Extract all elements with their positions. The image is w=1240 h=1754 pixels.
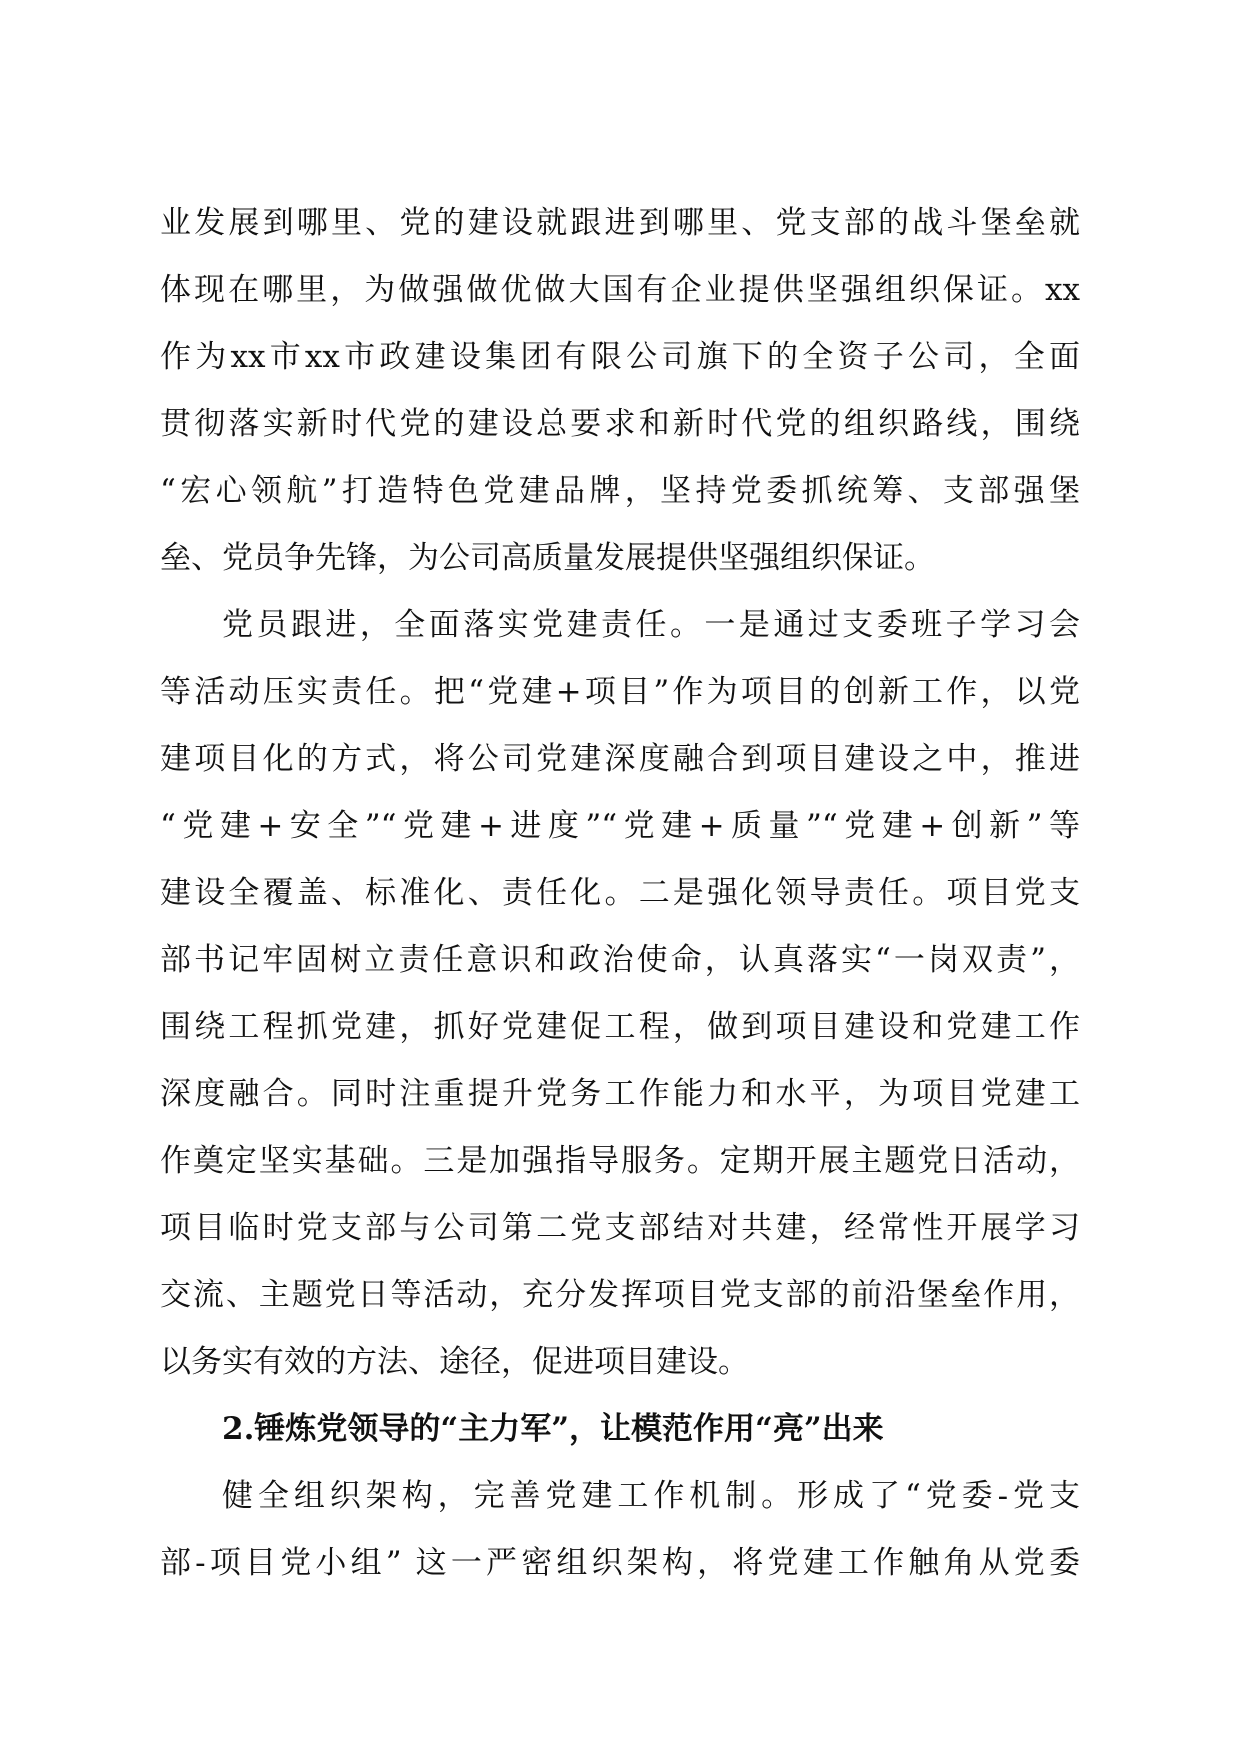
text-line: 交流、主题党日等活动，充分发挥项目党支部的前沿堡垒作用， — [160, 1277, 1080, 1313]
text-line: 贯彻落实新时代党的建设总要求和新时代党的组织路线，围绕 — [160, 406, 1080, 442]
text-line: “党建+安全”“党建+进度”“党建+质量”“党建+创新”等 — [160, 808, 1080, 844]
text-line: 作奠定坚实基础。三是加强指导服务。定期开展主题党日活动， — [160, 1143, 1080, 1179]
paragraph-1 — [160, 190, 1080, 592]
text-line: 健全组织架构，完善党建工作机制。形成了“党委-党支 — [222, 1478, 1080, 1514]
text-line: 业发展到哪里、党的建设就跟进到哪里、党支部的战斗堡垒就 — [160, 205, 1080, 241]
text-line: 等活动压实责任。把“党建+项目”作为项目的创新工作，以党 — [160, 674, 1080, 710]
text-line: 建设全覆盖、标准化、责任化。二是强化领导责任。项目党支 — [160, 875, 1080, 911]
text-line: 项目临时党支部与公司第二党支部结对共建，经常性开展学习 — [160, 1210, 1080, 1246]
text-line: 党员跟进，全面落实党建责任。一是通过支委班子学习会 — [222, 607, 1080, 643]
text-line: 建项目化的方式，将公司党建深度融合到项目建设之中，推进 — [160, 741, 1080, 777]
text-line: 部-项目党小组” 这一严密组织架构，将党建工作触角从党委 — [160, 1545, 1080, 1581]
document-page — [160, 190, 1080, 1597]
text-line: 作为xx市xx市政建设集团有限公司旗下的全资子公司，全面 — [160, 339, 1080, 375]
text-line: 体现在哪里，为做强做优做大国有企业提供坚强组织保证。xx — [160, 272, 1080, 308]
paragraph-3 — [160, 1463, 1080, 1597]
paragraph-2 — [160, 592, 1080, 1396]
text-line: 垒、党员争先锋，为公司高质量发展提供坚强组织保证。 — [160, 540, 935, 576]
text-line: 深度融合。同时注重提升党务工作能力和水平，为项目党建工 — [160, 1076, 1080, 1112]
text-line: 围绕工程抓党建，抓好党建促工程，做到项目建设和党建工作 — [160, 1009, 1080, 1045]
section-heading: 2.锤炼党领导的“主力军”，让模范作用“亮”出来 — [222, 1411, 884, 1447]
text-line: 以务实有效的方法、途径，促进项目建设。 — [160, 1344, 749, 1380]
text-line: 部书记牢固树立责任意识和政治使命，认真落实“一岗双责”， — [160, 942, 1080, 978]
text-line: “宏心领航”打造特色党建品牌，坚持党委抓统筹、支部强堡 — [160, 473, 1080, 509]
